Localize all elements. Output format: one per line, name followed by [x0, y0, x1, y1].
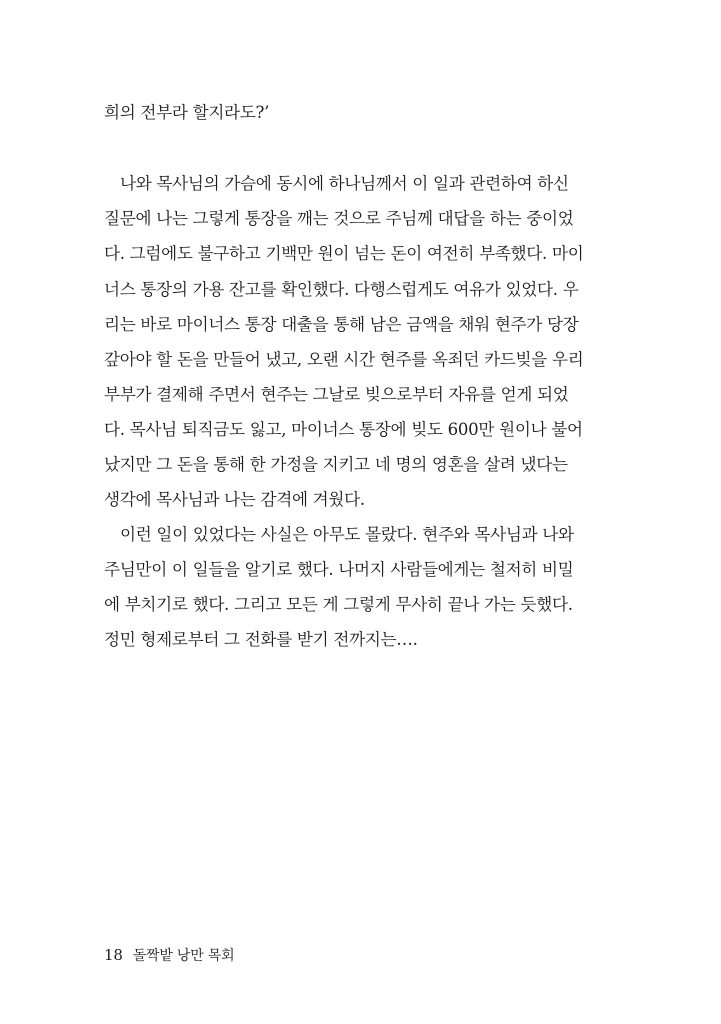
text-line: 다. 목사님 퇴직금도 잃고, 마이너스 통장에 빚도 600만 원이나 불어	[104, 420, 583, 439]
text-line: 질문에 나는 그렇게 통장을 깨는 것으로 주님께 대답을 하는 중이었	[104, 209, 574, 228]
text-line: 너스 통장의 가용 잔고를 확인했다. 다행스럽게도 여유가 있었다. 우	[104, 280, 579, 299]
page-number: 18	[104, 946, 123, 964]
text-line: 났지만 그 돈을 통해 한 가정을 지키고 네 명의 영혼을 살려 냈다는	[104, 455, 568, 474]
text-line: 이런 일이 있었다는 사실은 아무도 몰랐다. 현주와 목사님과 나와	[120, 525, 574, 544]
text-line: 나와 목사님의 가슴에 동시에 하나님께서 이 일과 관련하여 하신	[120, 174, 569, 193]
text-line: 주님만이 이 일들을 알기로 했다. 나머지 사람들에게는 철저히 비밀	[104, 560, 574, 579]
text-line: 갚아야 할 돈을 만들어 냈고, 오랜 시간 현주를 옥죄던 카드빚을 우리	[104, 350, 584, 369]
book-title: 돌짝밭 낭만 목회	[132, 948, 235, 964]
text-line: 생각에 목사님과 나는 감격에 겨웠다.	[104, 490, 365, 509]
text-line: 다. 그럼에도 불구하고 기백만 원이 넘는 돈이 여전히 부족했다. 마이	[104, 244, 584, 263]
text-line: 정민 형제로부터 그 전화를 받기 전까지는….	[104, 630, 418, 649]
text-line: 리는 바로 마이너스 통장 대출을 통해 남은 금액을 채워 현주가 당장	[104, 315, 579, 334]
text-line: 에 부치기로 했다. 그리고 모든 게 그렇게 무사히 끝나 가는 듯했다.	[104, 595, 573, 614]
text-line: 부부가 결제해 주면서 현주는 그날로 빚으로부터 자유를 얻게 되었	[104, 385, 569, 404]
text-line: 희의 전부라 할지라도?’	[104, 103, 270, 122]
page-footer	[104, 945, 234, 966]
